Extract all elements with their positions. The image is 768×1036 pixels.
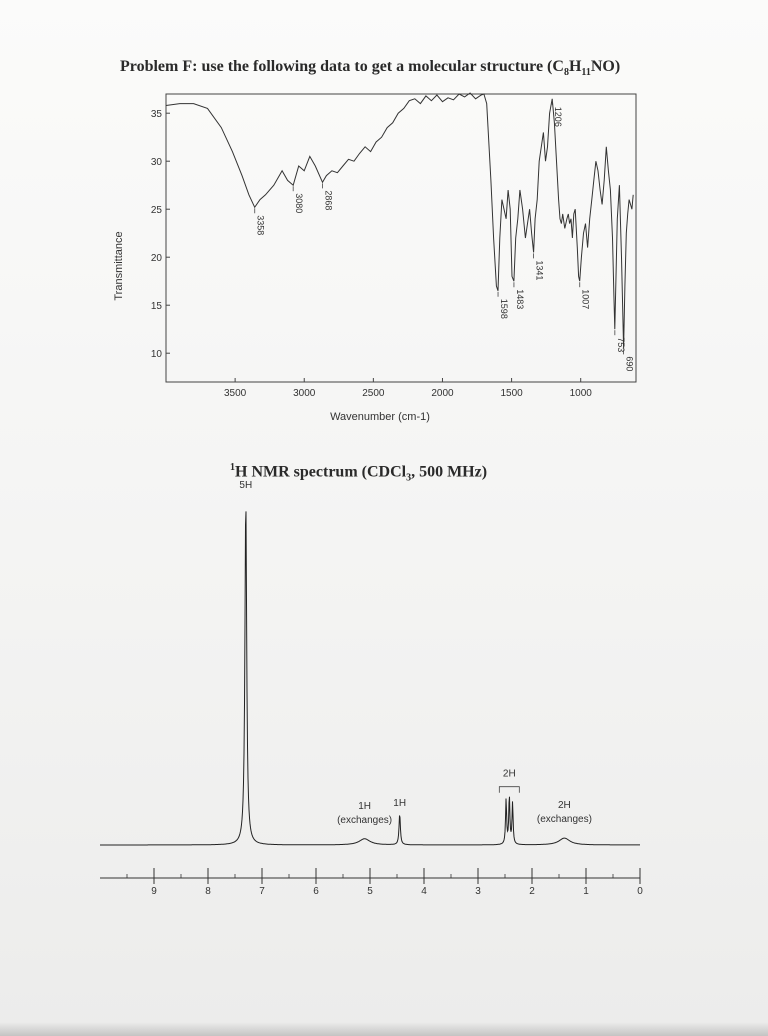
- nmr-tick-label: 2: [529, 886, 535, 897]
- ir-x-axis: [224, 378, 592, 399]
- ir-y-tick-label: 25: [150, 205, 162, 217]
- ir-peak-label: 3358: [255, 215, 266, 236]
- nmr-tick-label: 9: [151, 886, 157, 897]
- nmr-isotope: 1: [230, 462, 235, 473]
- ir-x-tick-label: 2000: [431, 388, 454, 399]
- nmr-tick-label: 4: [421, 886, 427, 897]
- ir-y-axis-label: Transmittance: [113, 231, 125, 301]
- ir-y-tick-label: 20: [150, 253, 162, 265]
- nmr-tick-label: 7: [259, 886, 265, 897]
- bottom-shadow: [0, 1022, 768, 1036]
- ir-series: [166, 93, 633, 348]
- ir-x-tick-label: 3000: [293, 388, 316, 399]
- ir-y-tick-label: 15: [150, 301, 162, 313]
- ir-y-axis: [151, 109, 170, 360]
- ir-peak-label: 1483: [514, 289, 525, 310]
- problem-prefix: Problem F: use the following data to get a molecular structure (C: [120, 58, 564, 75]
- carbon-count: 8: [563, 67, 569, 79]
- nmr-integration-label: 2H: [558, 800, 571, 812]
- nmr-tick-label: 5: [367, 886, 373, 897]
- ir-transmittance-line: [166, 93, 633, 348]
- nmr-title-main: H NMR spectrum (CDCl: [235, 463, 407, 481]
- nmr-solvent-subscript: 3: [406, 472, 412, 484]
- nmr-tick-label: 0: [637, 886, 643, 897]
- ir-y-tick-label: 35: [150, 109, 162, 121]
- ir-plot-frame: [166, 94, 636, 382]
- hydrogen-symbol: H: [568, 58, 582, 75]
- ir-x-tick-label: 2500: [362, 388, 385, 399]
- ir-y-tick-label: 10: [150, 349, 162, 361]
- ir-x-tick-label: 1500: [500, 388, 523, 399]
- ir-peak-label: 1206: [553, 106, 564, 127]
- problem-suffix: NO): [590, 58, 621, 75]
- hydrogen-count: 11: [581, 67, 591, 79]
- nmr-integration-label: 2H: [502, 768, 516, 780]
- ir-peak-label: 1341: [534, 260, 545, 281]
- ir-peak-label: 3080: [294, 193, 305, 214]
- nmr-integration-note: (exchanges): [337, 814, 393, 826]
- ir-peak-labels: [255, 100, 635, 372]
- ir-peak-label: 753: [615, 337, 626, 353]
- nmr-integration-label: 5H: [239, 480, 253, 491]
- nmr-tick-label: 1: [583, 886, 589, 897]
- ir-peak-label: 1007: [580, 289, 591, 310]
- ir-spectrum-chart: [0, 0, 768, 450]
- nmr-title-tail: , 500 MHz): [411, 463, 488, 481]
- ir-peak-label: 690: [624, 356, 635, 372]
- ir-peak-label: 1598: [499, 298, 510, 319]
- nmr-integration-label: 1H: [358, 800, 371, 812]
- ir-y-tick-label: 30: [150, 157, 162, 169]
- nmr-title: [230, 462, 560, 484]
- ir-x-tick-label: 1000: [569, 388, 592, 399]
- ir-peak-label: 2868: [323, 190, 334, 211]
- nmr-integration-note: (exchanges): [536, 814, 592, 826]
- nmr-tick-label: 6: [313, 886, 319, 897]
- nmr-integration-label: 1H: [393, 797, 407, 809]
- ir-x-axis-label: Wavenumber (cm-1): [330, 411, 430, 423]
- nmr-tick-label: 8: [205, 886, 211, 897]
- ir-x-tick-label: 3500: [223, 388, 247, 399]
- nmr-tick-label: 3: [475, 886, 481, 897]
